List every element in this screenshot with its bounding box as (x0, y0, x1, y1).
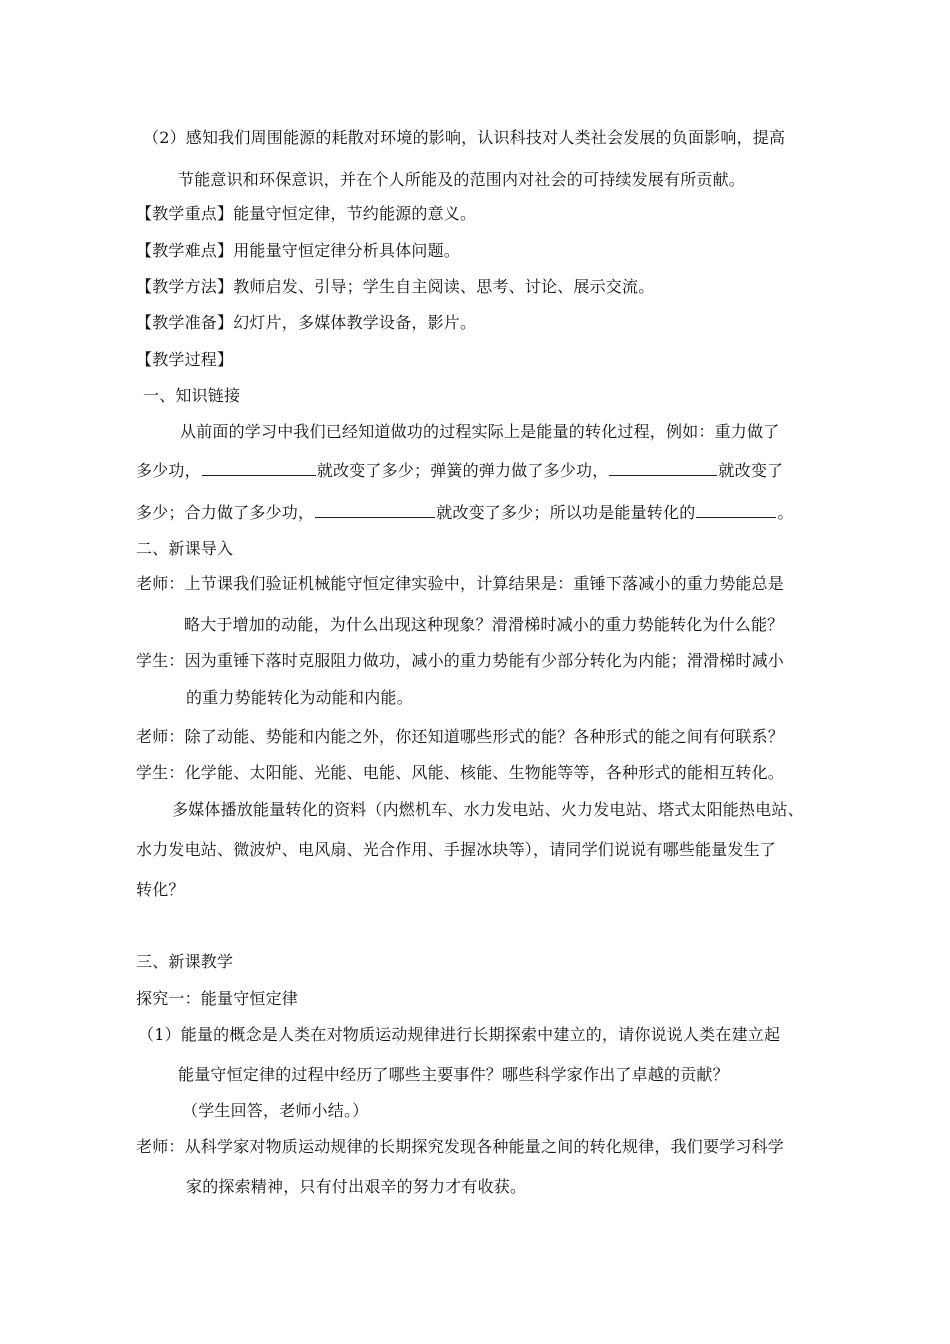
teacher-line-2: 老师：除了动能、势能和内能之外，你还知道哪些形式的能？各种形式的能之间有何联系？ (136, 727, 785, 746)
teaching-method: 【教学方法】教师启发、引导；学生自主阅读、思考、讨论、展示交流。 (136, 277, 655, 296)
difficulty: 【教学难点】用能量守恒定律分析具体问题。 (136, 241, 461, 260)
text-segment: 多少；合力做了多少功， (136, 503, 315, 522)
section-1-heading: 一、知识链接 (143, 386, 241, 405)
question-1-line-1: （1）能量的概念是人类在对物质运动规律进行长期探索中建立的，请你说说人类在建立起 (138, 1025, 781, 1044)
section-1-paragraph-line-1: 从前面的学习中我们已经知道做功的过程实际上是能量的转化过程，例如：重力做了 (180, 422, 780, 441)
fill-in-blank[interactable] (696, 503, 776, 518)
question-1-note: （学生回答，老师小结。） (182, 1101, 369, 1120)
explore-1-heading: 探究一：能量守恒定律 (136, 989, 299, 1008)
fill-in-blank[interactable] (315, 503, 435, 518)
text-segment: 多少功， (136, 461, 201, 480)
key-point: 【教学重点】能量守恒定律，节约能源的意义。 (136, 204, 477, 223)
fill-in-blank[interactable] (609, 461, 717, 476)
teacher-line-1b: 略大于增加的动能，为什么出现这种现象？滑滑梯时减小的重力势能转化为什么能？ (184, 615, 784, 634)
student-line-1a: 学生：因为重锤下落时克服阻力做功，减小的重力势能有少部分转化为内能；滑滑梯时减小 (136, 651, 785, 670)
teaching-preparation: 【教学准备】幻灯片，多媒体教学设备，影片。 (136, 313, 477, 332)
fill-in-blank[interactable] (202, 461, 316, 476)
media-line-1: 多媒体播放能量转化的资料（内燃机车、水力发电站、火力发电站、塔式太阳能热电站、 (172, 800, 804, 819)
question-1-line-2: 能量守恒定律的过程中经历了哪些主要事件？哪些科学家作出了卓越的贡献？ (178, 1065, 729, 1084)
section-3-heading: 三、新课教学 (136, 952, 234, 971)
teacher-line-1a: 老师：上节课我们验证机械能守恒定律实验中，计算结果是：重锤下落减小的重力势能总是 (136, 574, 785, 593)
section-1-paragraph-line-2 (136, 460, 783, 482)
teacher-line-3b: 家的探索精神，只有付出艰辛的努力才有收获。 (186, 1177, 527, 1196)
section-2-heading: 二、新课导入 (136, 539, 234, 558)
media-line-2: 水力发电站、微波炉、电风扇、光合作用、手握冰块等），请同学们说说有哪些能量发生了 (136, 840, 777, 859)
teacher-line-3a: 老师：从科学家对物质运动规律的长期探究发现各种能量之间的转化规律，我们要学习科学 (136, 1137, 785, 1156)
section-1-paragraph-line-3 (136, 502, 794, 524)
student-line-2: 学生：化学能、太阳能、光能、电能、风能、核能、生物能等等，各种形式的能相互转化。 (136, 763, 785, 782)
text-segment: 就改变了 (718, 461, 784, 480)
media-line-3: 转化？ (136, 880, 185, 899)
objective-2-line-2: 节能意识和环保意识，并在个人所能及的范围内对社会的可持续发展有所贡献。 (178, 170, 746, 189)
text-segment: 就改变了多少；弹簧的弹力做了多少功， (316, 461, 609, 480)
text-segment: 就改变了多少；所以功是能量转化的 (436, 503, 696, 522)
teaching-process-heading: 【教学过程】 (136, 350, 234, 369)
objective-2-line-1: （2）感知我们周围能源的耗散对环境的影响，认识科技对人类社会发展的负面影响，提高 (143, 128, 786, 147)
text-segment: 。 (777, 503, 794, 522)
student-line-1b: 的重力势能转化为动能和内能。 (186, 688, 413, 707)
